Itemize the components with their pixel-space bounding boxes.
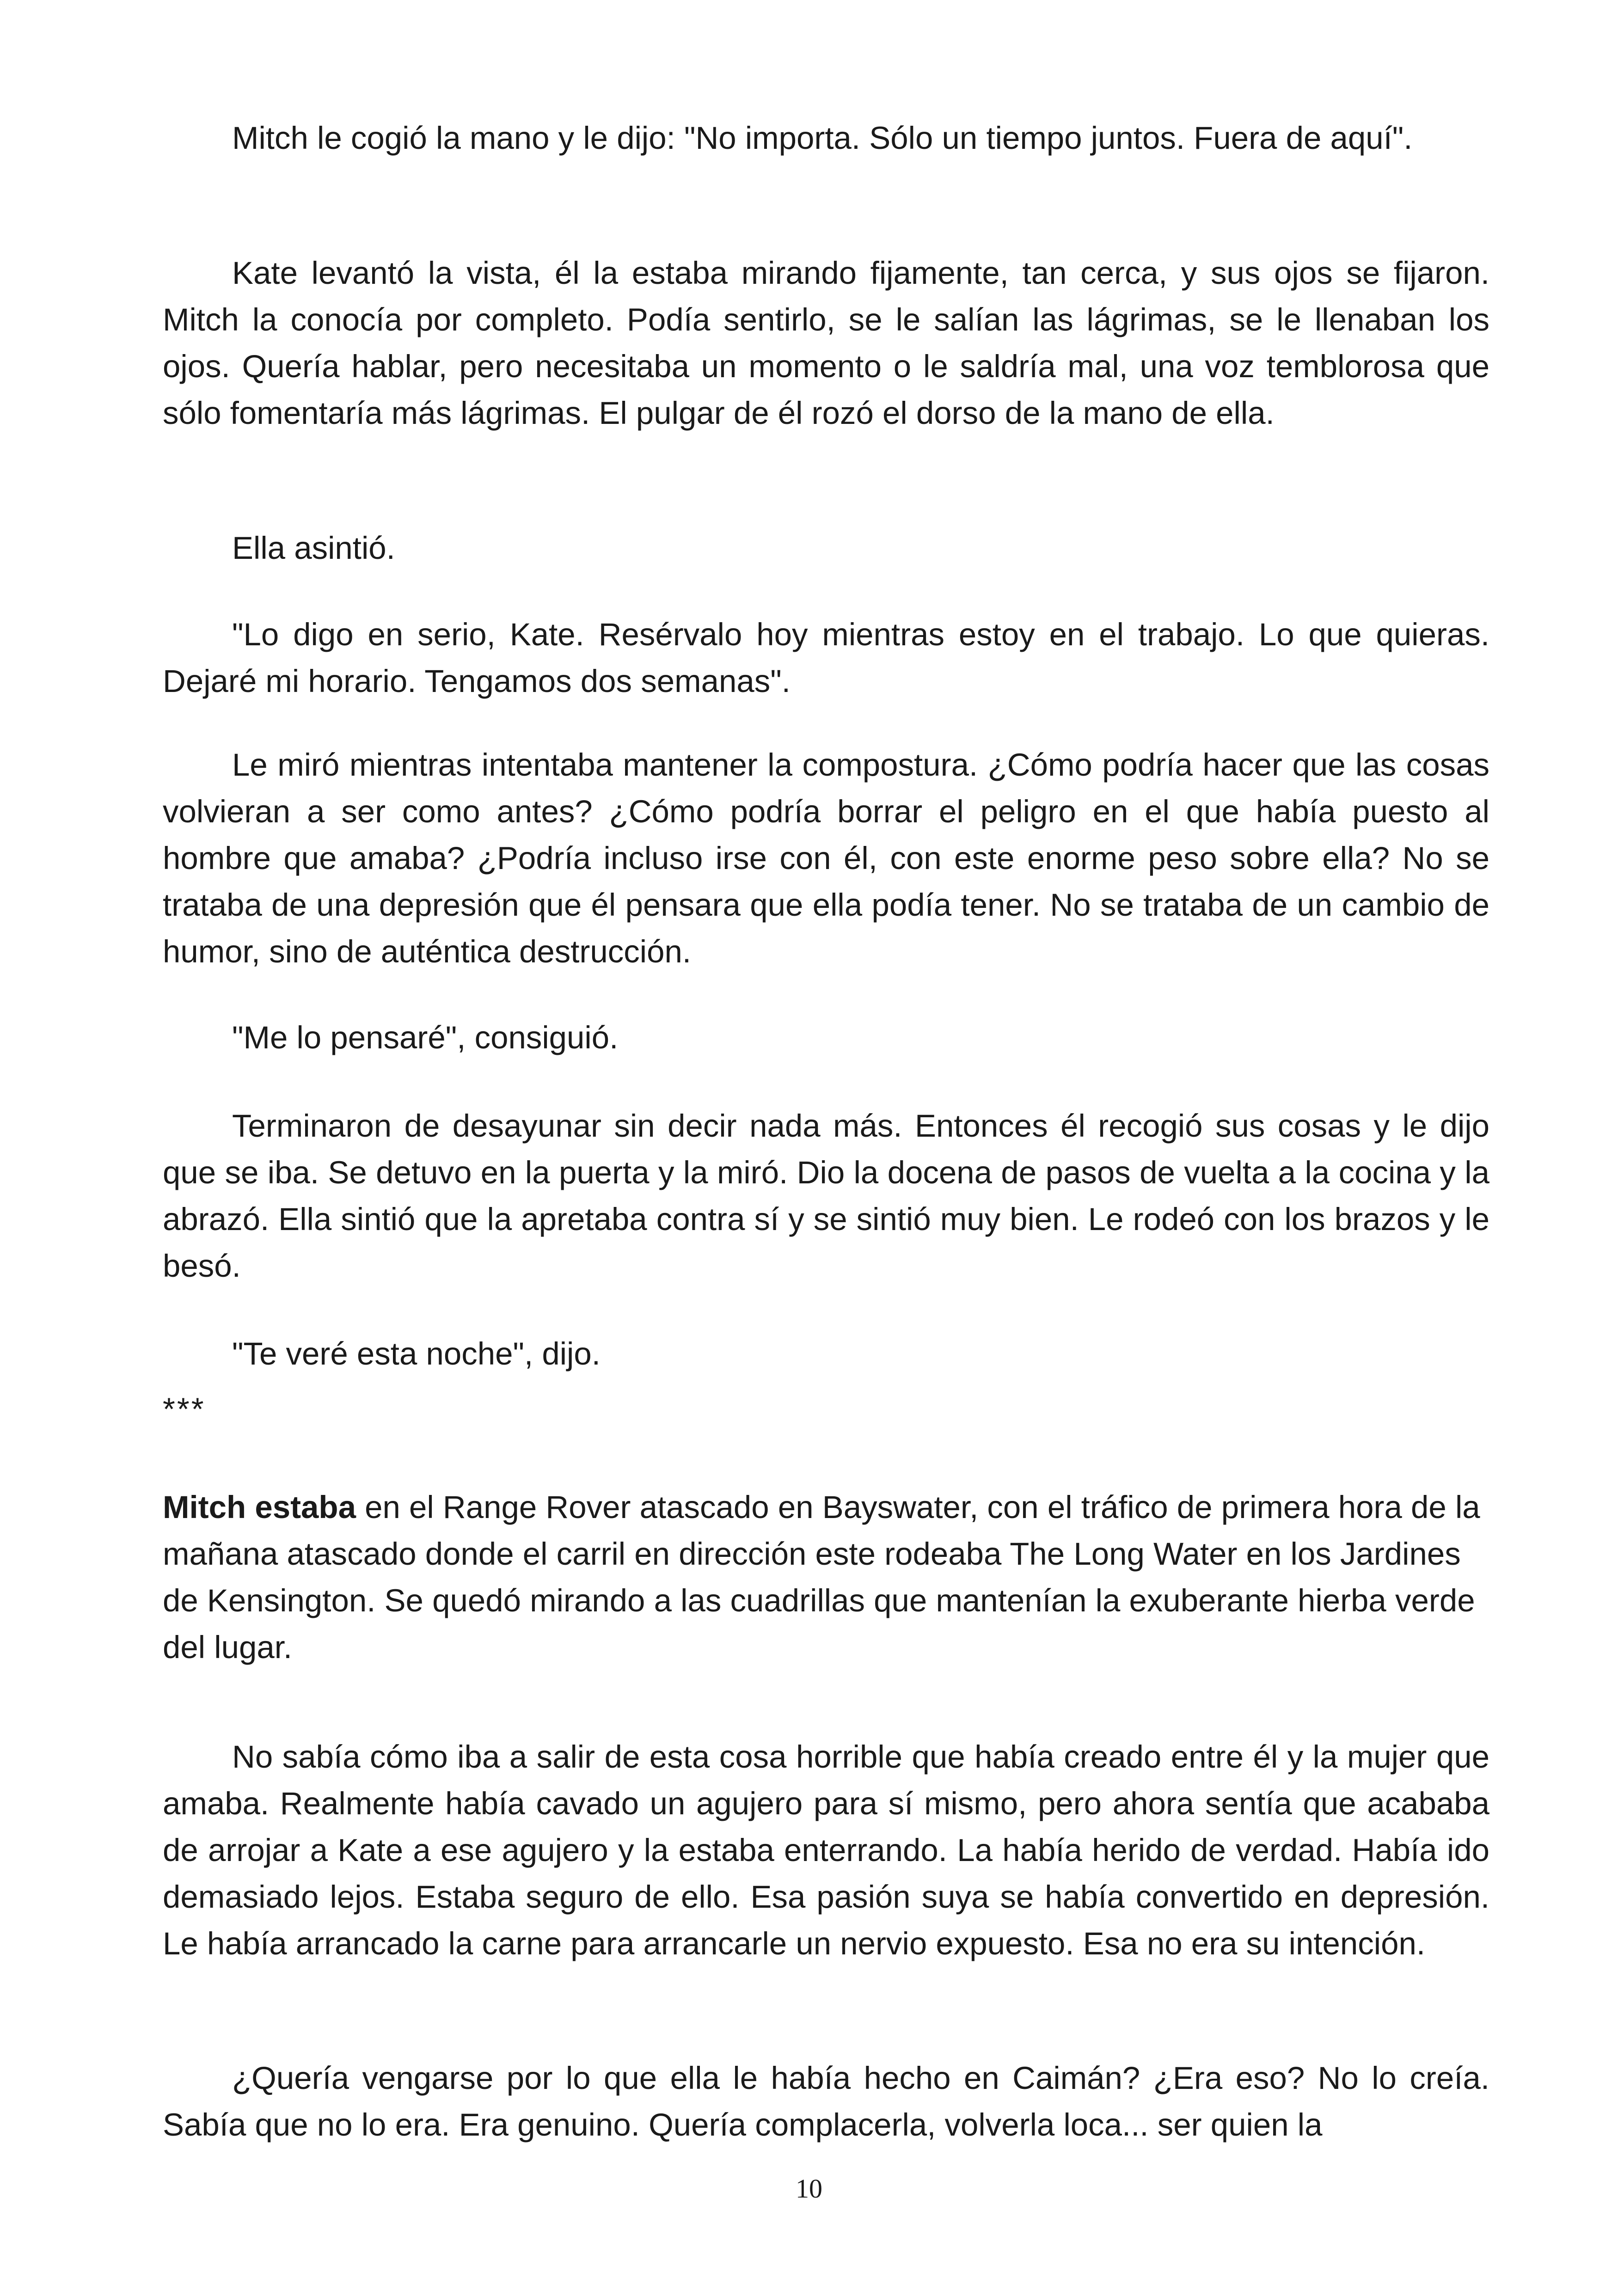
paragraph-4: "Lo digo en serio, Kate. Resérvalo hoy mientras estoy en el trabajo. Lo que quieras. Dejaré mi horario. Tengamos dos semanas". [163,617,1489,699]
paragraph-9 [163,1484,1489,1671]
paragraph-9-lead: Mitch estaba [163,1489,356,1525]
section-separator: *** [163,1391,206,1427]
paragraph-11: ¿Quería vengarse por lo que ella le había hecho en Caimán? ¿Era eso? No lo creía. Sabía que no lo era. Era genuino. Quería complacerla, volverla loca... ser quien la [163,2060,1489,2143]
paragraph-3: Ella asintió. [232,530,395,566]
paragraph-7: Terminaron de desayunar sin decir nada más. Entonces él recogió sus cosas y le dijo que se iba. Se detuvo en la puerta y la miró. Dio la docena de pasos de vuelta a la cocina y la abrazó. Ella sintió que la apretaba contra sí y se sintió muy bien. Le rodeó con los brazos y le besó. [163,1108,1489,1284]
paragraph-8: "Te veré esta noche", dijo. [232,1336,601,1371]
paragraph-1: Mitch le cogió la mano y le dijo: "No importa. Sólo un tiempo juntos. Fuera de aquí". [232,120,1413,156]
paragraph-2: Kate levantó la vista, él la estaba mirando fijamente, tan cerca, y sus ojos se fijaron. Mitch la conocía por completo. Podía sentirlo, se le salían las lágrimas, se le llenaban los ojos. Quería hablar, pero necesitaba un momento o le saldría mal, una voz temblorosa que sólo fomentaría más lágrimas. El pulgar de él rozó el dorso de la mano de ella. [163,255,1489,431]
paragraph-6: "Me lo pensaré", consiguió. [232,1020,619,1055]
page-number: 10 [796,2174,822,2204]
paragraph-10: No sabía cómo iba a salir de esta cosa horrible que había creado entre él y la mujer que amaba. Realmente había cavado un agujero para sí mismo, pero ahora sentía que acababa de arrojar a Kate a ese agujero y la estaba enterrando. La había herido de verdad. Había ido demasiado lejos. Estaba seguro de ello. Esa pasión suya se había convertido en depresión. Le había arrancado la carne para arrancarle un nervio expuesto. Esa no era su intención. [163,1739,1489,1961]
paragraph-5: Le miró mientras intentaba mantener la compostura. ¿Cómo podría hacer que las cosas volvieran a ser como antes? ¿Cómo podría borrar el peligro en el que había puesto al hombre que amaba? ¿Podría incluso irse con él, con este enorme peso sobre ella? No se trataba de una depresión que él pensara que ella podía tener. No se trataba de un cambio de humor, sino de auténtica destrucción. [163,747,1489,969]
paragraph-9-body: en el Range Rover atascado en Bayswater, con el tráfico de primera hora de la mañana atascado donde el carril en dirección este rodeaba The Long Water en los Jardines de Kensington. Se quedó mirando a las cuadrillas que mantenían la exuberante hierba verde del lugar. [163,1489,1480,1665]
